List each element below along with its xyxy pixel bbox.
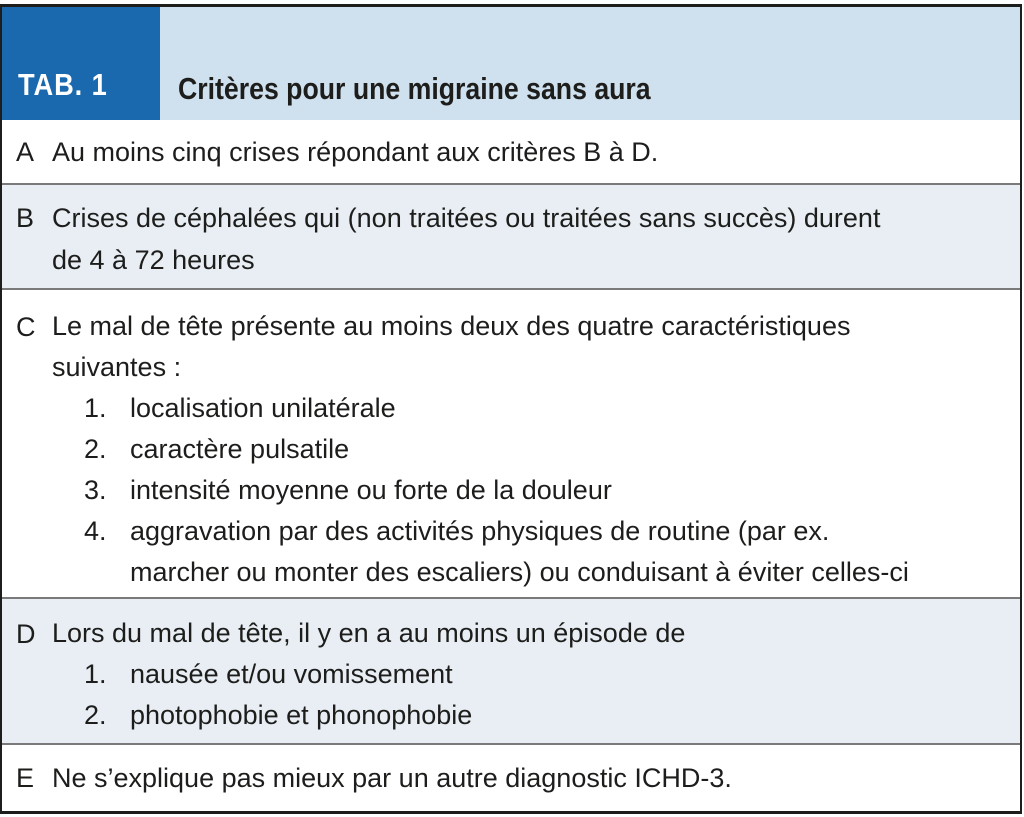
list-item-text: aggravation par des activités physiques de routine (par ex. bbox=[130, 516, 830, 546]
list-item-number: 3. bbox=[84, 475, 107, 505]
criterion-row-c bbox=[0, 290, 1022, 599]
criterion-letter: A bbox=[16, 137, 35, 167]
list-item-text: intensité moyenne ou forte de la douleur bbox=[130, 475, 612, 505]
list-item-text: caractère pulsatile bbox=[130, 434, 350, 464]
list-item-text: marcher ou monter des escaliers) ou conduisant à éviter celles-ci bbox=[130, 557, 909, 587]
criterion-text bbox=[52, 197, 1002, 281]
list-item-number: 1. bbox=[84, 393, 107, 423]
list-item bbox=[52, 429, 1002, 470]
criterion-text bbox=[52, 757, 1002, 799]
criterion-text bbox=[52, 613, 1002, 736]
list-item-number: 2. bbox=[84, 700, 107, 730]
criterion-line: Ne s’explique pas mieux par un autre diagnostic ICHD-3. bbox=[52, 763, 732, 793]
criterion-line: Au moins cinq crises répondant aux critères B à D. bbox=[52, 137, 659, 167]
criterion-line: suivantes : bbox=[52, 352, 182, 382]
table-header bbox=[0, 4, 1022, 120]
list-item-text: nausée et/ou vomissement bbox=[130, 659, 453, 689]
list-item-continuation bbox=[52, 552, 1002, 593]
list-item-number: 2. bbox=[84, 434, 107, 464]
criterion-letter: D bbox=[16, 619, 36, 649]
criterion-row-e bbox=[0, 745, 1022, 811]
list-item bbox=[52, 470, 1002, 511]
criterion-line: de 4 à 72 heures bbox=[52, 245, 255, 275]
list-item bbox=[52, 388, 1002, 429]
table-title: Critères pour une migraine sans aura bbox=[178, 71, 651, 106]
list-item bbox=[52, 511, 1002, 552]
list-item bbox=[52, 654, 1002, 695]
criterion-line: Le mal de tête présente au moins deux des quatre caractéristiques bbox=[52, 311, 851, 341]
criterion-row-d bbox=[0, 599, 1022, 745]
list-item-text: localisation unilatérale bbox=[130, 393, 396, 423]
criterion-text bbox=[52, 306, 1002, 593]
table-border-bottom bbox=[0, 811, 1022, 814]
criterion-row-a bbox=[0, 120, 1022, 185]
list-item-number: 1. bbox=[84, 659, 107, 689]
table-number-badge bbox=[0, 7, 160, 120]
criterion-letter: E bbox=[16, 763, 35, 793]
table-border-left bbox=[0, 4, 2, 814]
criterion-letter: C bbox=[16, 312, 36, 342]
criterion-text bbox=[52, 131, 1002, 173]
table-number: TAB. 1 bbox=[18, 67, 108, 102]
list-item-text: photophobie et phonophobie bbox=[130, 700, 473, 730]
criterion-letter: B bbox=[16, 203, 35, 233]
table-border-right bbox=[1020, 4, 1022, 814]
list-item-number: 4. bbox=[84, 516, 107, 546]
criterion-row-b bbox=[0, 185, 1022, 290]
criterion-line: Lors du mal de tête, il y en a au moins un épisode de bbox=[52, 618, 686, 648]
list-item bbox=[52, 695, 1002, 736]
criterion-line: Crises de céphalées qui (non traitées ou traitées sans succès) durent bbox=[52, 203, 881, 233]
